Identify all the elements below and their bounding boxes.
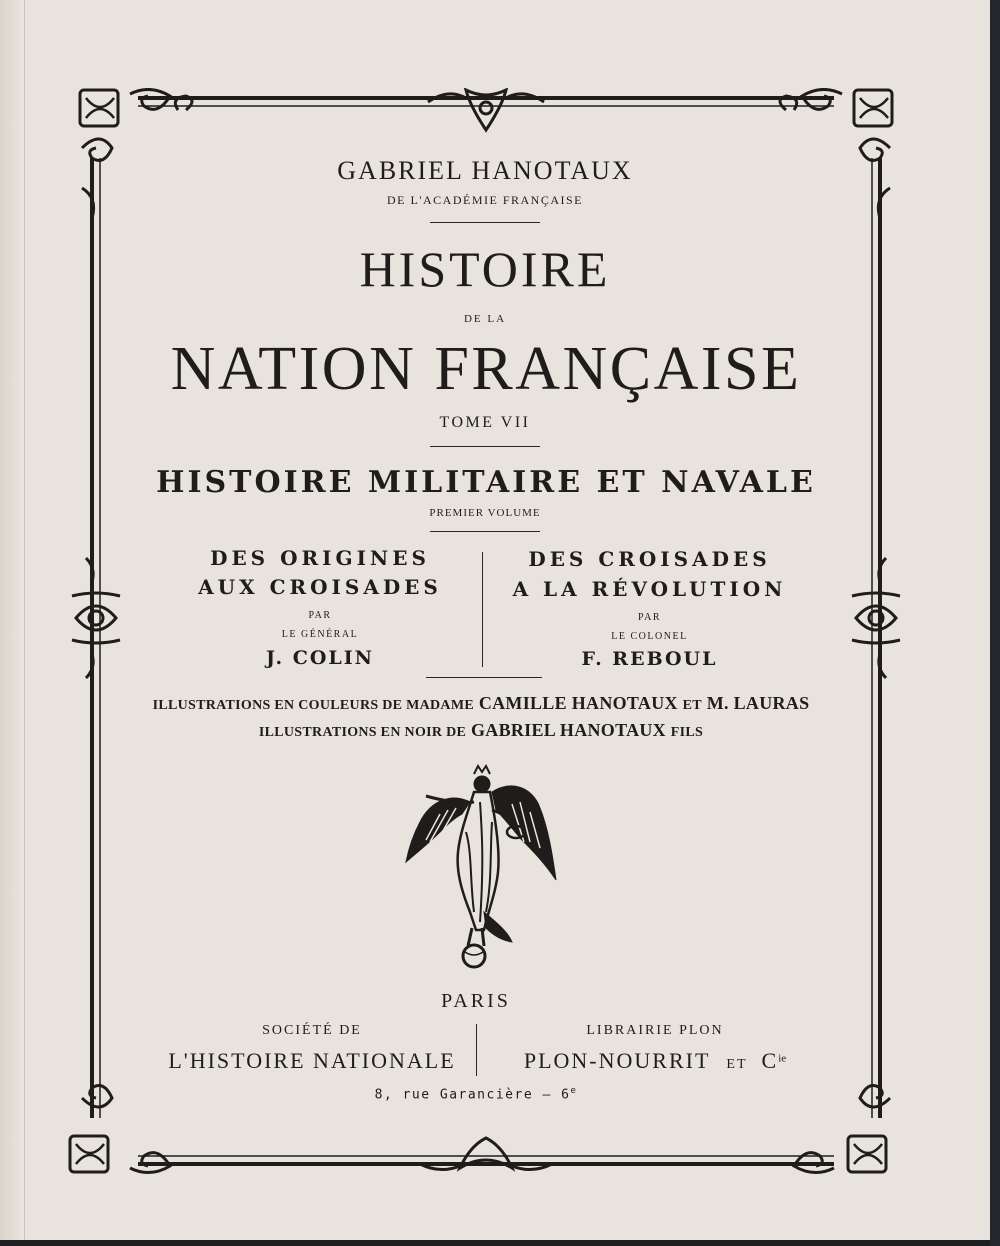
bw-credit-suffix: FILS: [670, 725, 704, 740]
divider: [430, 446, 540, 447]
divider: [430, 222, 540, 223]
publisher-address: [0, 1086, 952, 1102]
publisher-divider: [476, 1024, 477, 1076]
publisher-left-name: L'HISTOIRE NATIONALE: [168, 1048, 456, 1073]
publisher-right-name-line: [490, 1048, 820, 1074]
winged-victory-angel-icon: [400, 762, 560, 972]
publisher-left-small: SOCIÉTÉ DE: [262, 1023, 362, 1038]
left-column-line-1: DES ORIGINES: [210, 546, 430, 570]
tome-label: TOME VII: [439, 414, 531, 431]
address-text: 8, rue Garancière — 6: [374, 1087, 571, 1103]
bw-illustrations-credit: [0, 720, 962, 741]
right-column-line-1: DES CROISADES: [528, 547, 771, 571]
color-credit-prefix: ILLUSTRATIONS EN COULEURS DE MADAME: [152, 698, 474, 713]
author-name: GABRIEL HANOTAUX: [337, 156, 633, 185]
publisher-right-name: PLON-NOURRIT: [523, 1048, 711, 1073]
title-line-2: NATION FRANÇAISE: [170, 335, 802, 403]
publisher-right-et: ET: [726, 1057, 748, 1072]
right-column-line-2: A LA RÉVOLUTION: [512, 577, 787, 601]
left-column-role: LE GÉNÉRAL: [281, 629, 359, 640]
right-column-author: F. REBOUL: [581, 648, 718, 670]
color-credit-et: ET: [682, 698, 702, 713]
publication-city: PARIS: [441, 990, 511, 1012]
bw-credit-prefix: ILLUSTRATIONS EN NOIR DE: [258, 725, 467, 740]
color-credit-name-1: CAMILLE HANOTAUX: [478, 693, 678, 713]
left-column-line-2: AUX CROISADES: [198, 575, 442, 599]
subtitle: HISTOIRE MILITAIRE ET NAVALE: [156, 465, 816, 500]
left-column-par: PAR: [308, 610, 332, 621]
volume-label: PREMIER VOLUME: [429, 507, 541, 519]
publisher-right-cie: C: [761, 1048, 779, 1073]
divider: [430, 531, 540, 532]
bw-credit-name: GABRIEL HANOTAUX: [470, 720, 666, 740]
author-affiliation: DE L'ACADÉMIE FRANÇAISE: [387, 193, 583, 207]
left-column-author: J. COLIN: [265, 647, 375, 669]
column-divider: [482, 552, 483, 667]
publisher-right-cie-sup: ie: [778, 1052, 787, 1065]
right-column-role: LE COLONEL: [611, 631, 688, 642]
address-sup: e: [570, 1086, 578, 1096]
right-column-par: PAR: [637, 612, 662, 623]
color-illustrations-credit: [0, 693, 962, 714]
title-line-1: HISTOIRE: [359, 241, 611, 297]
title-connector: DE LA: [463, 313, 507, 325]
color-credit-name-2: M. LAURAS: [706, 693, 810, 713]
divider: [426, 677, 542, 678]
publisher-right-small: LIBRAIRIE PLON: [586, 1023, 724, 1038]
